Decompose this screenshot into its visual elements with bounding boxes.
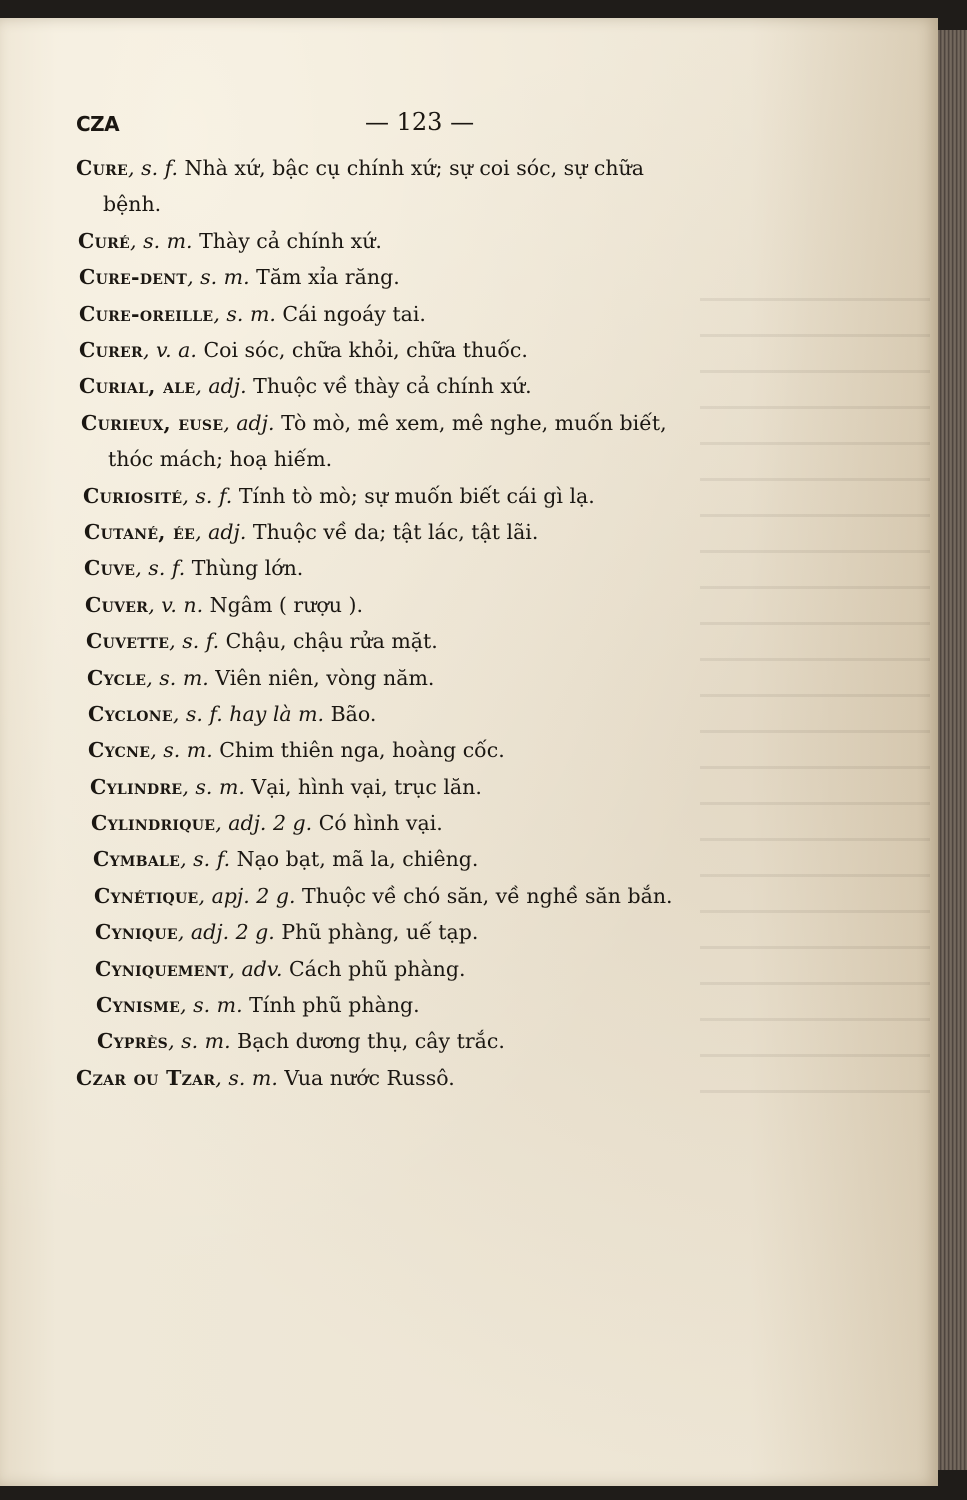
dictionary-entry xyxy=(76,696,776,732)
entry-definition: Coi sóc, chữa khỏi, chữa thuốc. xyxy=(196,337,528,362)
entry-line xyxy=(88,738,505,762)
dictionary-entry xyxy=(76,368,776,404)
entry-definition: Cách phũ phàng. xyxy=(282,956,466,981)
entry-line xyxy=(90,775,482,799)
entry-line xyxy=(76,1066,455,1090)
dictionary-entry xyxy=(76,914,776,950)
entry-line xyxy=(95,957,466,981)
entry-grammar: , adj. xyxy=(195,374,247,399)
entry-definition: Phũ phàng, uế tạp. xyxy=(274,920,479,945)
dictionary-entry xyxy=(76,841,776,877)
entry-headword: Cuver xyxy=(85,592,149,617)
dictionary-entry xyxy=(76,332,776,368)
entry-definition: Cái ngoáy tai. xyxy=(275,301,426,326)
entry-list xyxy=(76,150,776,1096)
page-header xyxy=(76,108,776,144)
entry-headword: Cuve xyxy=(84,556,136,581)
entry-headword: Cure xyxy=(76,156,129,180)
entry-grammar: , adj. xyxy=(223,410,275,435)
entry-definition-continued: bệnh. xyxy=(103,192,162,217)
entry-definition: Bão. xyxy=(324,701,377,726)
entry-headword: Curé xyxy=(78,228,131,253)
dictionary-entry xyxy=(76,223,776,259)
entry-headword: Cycle xyxy=(87,665,147,690)
dictionary-entry xyxy=(76,878,776,914)
entry-headword: Cynétique xyxy=(94,883,199,908)
entry-grammar: , s. m. xyxy=(180,993,243,1018)
entry-grammar: , apj. 2 g. xyxy=(198,883,296,908)
entry-grammar: , s. f. xyxy=(182,483,233,508)
entry-definition: Nạo bạt, mã la, chiêng. xyxy=(230,847,479,872)
entry-headword: Curer xyxy=(79,337,143,362)
entry-grammar: , s. m. xyxy=(150,738,213,763)
entry-headword: Curieux, euse xyxy=(81,410,224,435)
entry-definition: Vua nước Russô. xyxy=(277,1065,455,1090)
dictionary-entry xyxy=(76,587,776,623)
entry-line xyxy=(87,666,434,690)
dictionary-entry xyxy=(76,478,776,514)
book-page-edges xyxy=(937,30,967,1470)
entry-headword: Cycne xyxy=(88,738,151,763)
entry-grammar: , adj. 2 g. xyxy=(177,920,275,945)
entry-headword: Cuvette xyxy=(86,629,170,654)
entry-grammar: , s. m. xyxy=(215,1065,278,1090)
dictionary-entry xyxy=(76,514,776,550)
entry-line xyxy=(94,884,673,908)
entry-line xyxy=(91,811,443,835)
entry-grammar: , s. f. xyxy=(135,556,186,581)
entry-grammar: , adj. 2 g. xyxy=(215,811,313,836)
dictionary-entry xyxy=(76,296,776,332)
entry-line xyxy=(84,520,538,544)
entry-line xyxy=(81,411,667,435)
entry-line xyxy=(78,229,382,253)
dictionary-entry xyxy=(76,769,776,805)
entry-line xyxy=(96,993,420,1017)
entry-grammar: , v. a. xyxy=(142,337,197,362)
entry-definition: Thùng lớn. xyxy=(185,556,304,581)
entry-grammar: , s. m. xyxy=(213,301,276,326)
entry-definition: Nhà xứ, bậc cụ chính xứ; sự coi sóc, sự chữa xyxy=(178,156,644,180)
entry-definition: Tính tò mò; sự muốn biết cái gì lạ. xyxy=(232,483,595,508)
entry-grammar: , s. m. xyxy=(182,774,245,799)
entry-grammar: , s. m. xyxy=(187,265,250,290)
entry-grammar: , s. m. xyxy=(146,665,209,690)
entry-grammar: , s. m. xyxy=(130,228,193,253)
dictionary-entry xyxy=(76,150,776,223)
entry-definition: Thuộc về chó săn, về nghề săn bắn. xyxy=(295,883,673,908)
entry-line xyxy=(86,629,438,653)
entry-line xyxy=(95,920,478,944)
entry-headword: Cure-dent xyxy=(79,265,188,290)
entry-headword: Curiosité xyxy=(83,483,183,508)
entry-definition: Thuộc về thày cả chính xứ. xyxy=(246,374,532,399)
page-number: — 123 — xyxy=(365,108,475,136)
entry-headword: Cynisme xyxy=(96,993,181,1018)
entry-headword: Cutané, ée xyxy=(84,519,196,544)
entry-definition: Tăm xỉa răng. xyxy=(249,265,400,290)
entry-grammar: , s. f. xyxy=(180,847,231,872)
entry-definition: Chim thiên nga, hoàng cốc. xyxy=(212,738,505,763)
entry-headword: Cyprès xyxy=(97,1029,169,1054)
entry-headword: Cynique xyxy=(95,920,178,945)
entry-grammar: , adv. xyxy=(228,956,283,981)
dictionary-entry xyxy=(76,987,776,1023)
entry-definition-continued: thóc mách; hoạ hiếm. xyxy=(108,447,333,472)
entry-line xyxy=(79,265,400,289)
dictionary-entry xyxy=(76,405,776,478)
entry-line xyxy=(85,593,363,617)
entry-definition: Có hình vại. xyxy=(312,811,443,836)
entry-line xyxy=(88,702,376,726)
entry-line xyxy=(83,484,595,508)
entry-headword: Cure-oreille xyxy=(79,301,214,326)
entry-grammar: , v. n. xyxy=(148,592,204,617)
entry-grammar: , s. f. xyxy=(128,156,178,180)
entry-line xyxy=(79,302,426,326)
entry-grammar: , s. m. xyxy=(168,1029,231,1054)
dictionary-entry xyxy=(76,732,776,768)
dictionary-entry xyxy=(76,623,776,659)
entry-definition: Ngâm ( rượu ). xyxy=(203,592,363,617)
dictionary-entry xyxy=(76,951,776,987)
entry-definition: Vại, hình vại, trục lăn. xyxy=(244,774,482,799)
entry-grammar: , adj. xyxy=(195,519,247,544)
entry-line xyxy=(76,156,644,180)
entry-line xyxy=(93,847,478,871)
entry-definition: Viên niên, vòng năm. xyxy=(208,665,435,690)
entry-headword: Cylindrique xyxy=(91,811,216,836)
running-head: CZA xyxy=(76,112,120,136)
dictionary-entry xyxy=(76,259,776,295)
entry-definition: Tò mò, mê xem, mê nghe, muốn biết, xyxy=(274,410,667,435)
entry-definition: Thày cả chính xứ. xyxy=(192,228,382,253)
entry-definition: Bạch dương thụ, cây trắc. xyxy=(230,1029,505,1054)
entry-definition: Thuộc về da; tật lác, tật lãi. xyxy=(246,519,539,544)
entry-headword: Czar ou Tzar xyxy=(76,1065,216,1090)
entry-line xyxy=(84,556,303,580)
dictionary-entry xyxy=(76,805,776,841)
entry-grammar: , s. f. hay là m. xyxy=(172,701,325,726)
dictionary-entry xyxy=(76,660,776,696)
entry-headword: Cyniquement xyxy=(95,956,229,981)
entry-definition: Chậu, chậu rửa mặt. xyxy=(219,629,438,654)
dictionary-entry xyxy=(76,550,776,586)
entry-headword: Cymbale xyxy=(93,847,181,872)
entry-grammar: , s. f. xyxy=(169,629,220,654)
entry-definition: Tính phũ phàng. xyxy=(242,993,420,1018)
dictionary-entry xyxy=(76,1023,776,1059)
dictionary-entry xyxy=(76,1060,776,1096)
entry-headword: Curial, ale xyxy=(79,374,196,399)
entry-headword: Cyclone xyxy=(88,701,173,726)
entry-line xyxy=(79,374,532,398)
entry-line xyxy=(79,338,528,362)
entry-headword: Cylindre xyxy=(90,774,183,799)
entry-line xyxy=(97,1029,505,1053)
